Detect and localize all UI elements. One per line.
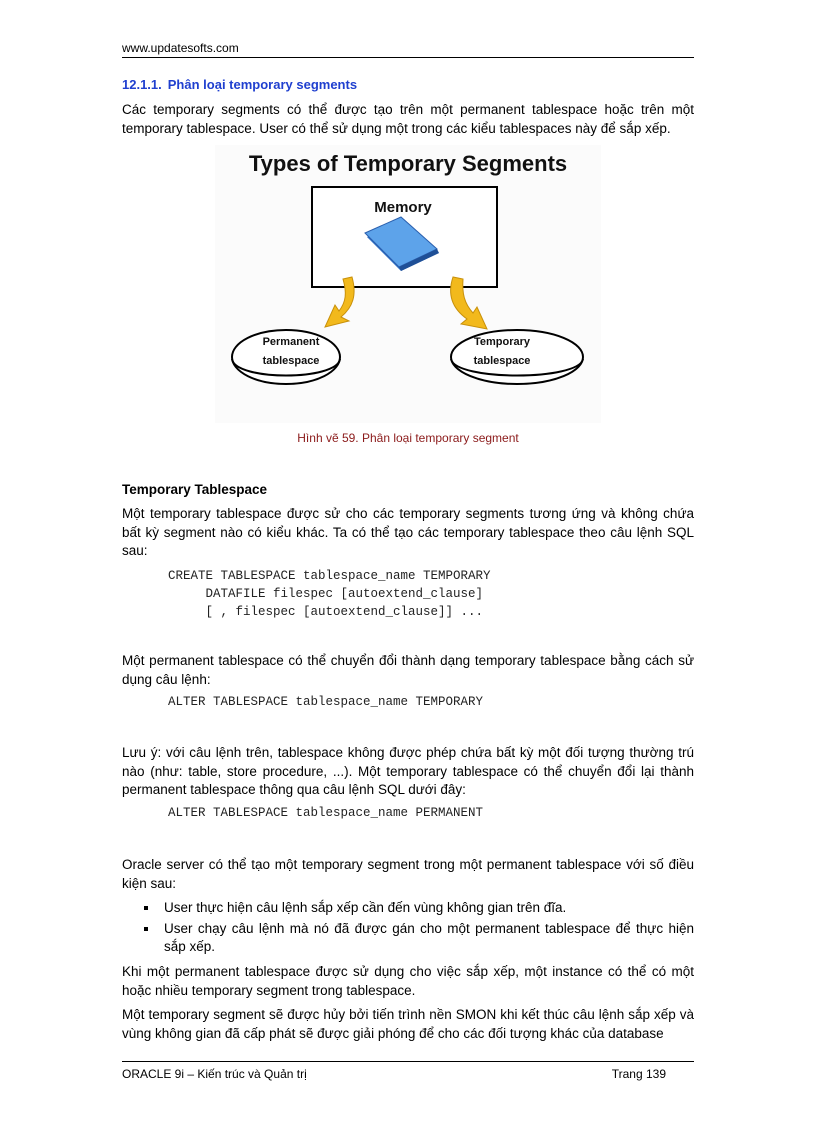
memory-label: Memory	[374, 199, 432, 216]
page-header-url: www.updatesofts.com	[122, 41, 694, 58]
temporary-label-2: tablespace	[473, 355, 531, 367]
list-item	[140, 899, 694, 918]
alter-temporary-code: ALTER TABLESPACE tablespace_name TEMPORARY	[168, 695, 484, 709]
instance-paragraph: Khi một permanent tablespace được sử dụng cho việc sắp xếp, một instance có thể có một hoặc nhiều temporary segment trong tablespace.	[122, 964, 694, 998]
footer-page-number: Trang 139	[611, 1067, 666, 1081]
page-footer	[122, 1061, 694, 1081]
section-heading	[122, 77, 357, 92]
figure-caption: Hình vẽ 59. Phân loại temporary segment	[297, 431, 519, 445]
permanent-label-1: Permanent	[262, 336, 320, 348]
section-title-text: Phân loại temporary segments	[167, 77, 358, 92]
section-number: 12.1.1.	[122, 77, 162, 92]
bullet-icon	[144, 906, 148, 910]
intro-paragraph: Các temporary segments có thể được tạo trên một permanent tablespace hoặc trên một temporary tablespace. User có thể sử dụng một trong các kiểu tablespaces này để sắp xếp.	[122, 102, 694, 136]
bullet-icon	[144, 927, 148, 931]
temporary-tablespace-paragraph: Một temporary tablespace được sử cho các temporary segments tương ứng và không chứa bất kỳ segment nào có kiểu khác. Ta có thể tạo các temporary tablespace theo câu lệnh SQL sau:	[122, 506, 694, 558]
temporary-tablespace-heading: Temporary Tablespace	[122, 482, 268, 497]
temporary-label-1: Temporary	[473, 336, 531, 348]
list-item-text: User thực hiện câu lệnh sắp xếp cần đến vùng không gian trên đĩa.	[164, 900, 567, 915]
alter-permanent-code: ALTER TABLESPACE tablespace_name PERMANENT	[168, 806, 484, 820]
note-paragraph: Lưu ý: với câu lệnh trên, tablespace không được phép chứa bất kỳ một đối tượng thường trú nào (như: table, store procedure, ...). Một temporary tablespace có thể chuyển đổi lại thành permanent tablespace thông qua câu lệnh SQL dưới đây:	[122, 745, 694, 797]
list-item	[140, 920, 694, 957]
server-conditions-paragraph: Oracle server có thể tạo một temporary segment trong một permanent tablespace với số điều kiện sau:	[122, 857, 694, 891]
figure-title: Types of Temporary Segments	[248, 151, 568, 176]
temporary-segments-figure	[215, 145, 601, 423]
permanent-label-2: tablespace	[262, 355, 320, 367]
convert-paragraph: Một permanent tablespace có thể chuyển đổi thành dạng temporary tablespace bằng cách sử dụng câu lệnh:	[122, 653, 694, 687]
smon-paragraph: Một temporary segment sẽ được hủy bởi tiến trình nền SMON khi kết thúc câu lệnh sắp xếp và vùng không gian đã cấp phát sẽ được giải phóng để cho các đối tượng khác của database	[122, 1007, 694, 1041]
create-tablespace-code: CREATE TABLESPACE tablespace_name TEMPORARY DATAFILE filespec [autoextend_clause] [ , filespec [autoextend_clause]] ...	[168, 569, 491, 619]
footer-book-title: ORACLE 9i – Kiến trúc và Quản trị	[122, 1067, 307, 1081]
conditions-list	[140, 899, 694, 959]
list-item-text: User chạy câu lệnh mà nó đã được gán cho một permanent tablespace để thực hiện sắp xếp.	[164, 920, 694, 954]
